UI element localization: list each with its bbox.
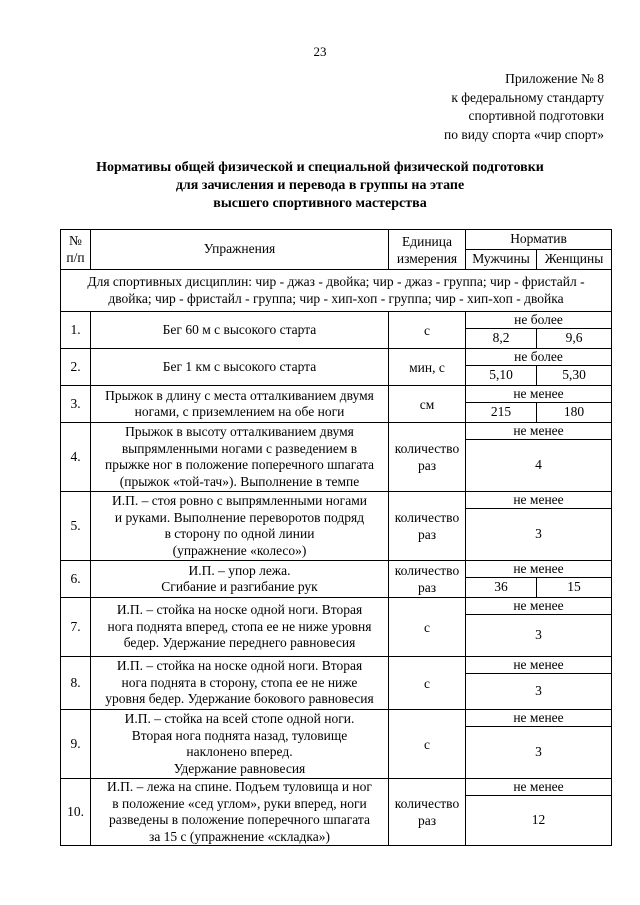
exercise-cell <box>91 779 389 846</box>
norm-label: не менее <box>466 492 612 509</box>
appendix-line: Приложение № 8 <box>505 71 604 86</box>
title-line: высшего спортивного мастерства <box>213 196 427 211</box>
disciplines-row <box>61 270 612 312</box>
exercise-line: И.П. – упор лежа. <box>188 562 291 578</box>
header-unit-line: Единица <box>401 233 452 249</box>
unit-cell <box>389 312 466 349</box>
exercise-line: (упражнение «колесо») <box>172 542 307 558</box>
appendix-header <box>444 70 604 144</box>
exercise-line: (прыжок «той-тач»). Выполнение в темпе <box>119 473 360 489</box>
exercise-line: разведены в положение поперечного шпагата <box>109 812 370 827</box>
header-women: Женщины <box>537 250 612 270</box>
standards-table <box>60 229 612 846</box>
title-line: для зачисления и перевода в группы на этапе <box>175 178 465 193</box>
unit-line: с <box>424 322 430 338</box>
unit-line: раз <box>417 527 437 542</box>
norm-value: 4 <box>466 440 612 492</box>
norm-value: 3 <box>466 727 612 779</box>
document-title <box>60 159 580 213</box>
row-number: 10. <box>61 779 91 846</box>
exercise-line: Прыжок в длину с места отталкиванием двумя <box>105 387 374 403</box>
men-value: 215 <box>466 403 537 423</box>
exercise-cell <box>91 312 389 349</box>
norm-label: не менее <box>466 423 612 440</box>
norm-label: не менее <box>466 598 612 615</box>
exercise-cell <box>91 349 389 386</box>
table-row <box>61 349 612 366</box>
exercise-line: наклонено вперед. <box>186 744 293 759</box>
header-num-line: п/п <box>66 249 85 265</box>
exercise-cell <box>91 386 389 423</box>
unit-line: раз <box>417 813 437 828</box>
exercise-line: И.П. – стойка на носке одной ноги. Вторая <box>116 658 363 674</box>
table-row <box>61 779 612 796</box>
exercise-line: Сгибание и разгибание рук <box>161 579 318 594</box>
exercise-line: уровня бедер. Удержание бокового равновесия <box>105 691 374 707</box>
exercise-line: в положение «сед углом», руки вперед, ноги <box>112 795 367 811</box>
exercise-cell <box>91 598 389 657</box>
exercise-line: выпрямленными ногами с разведением в <box>121 440 358 456</box>
table-row <box>61 710 612 727</box>
unit-line: количество <box>394 563 460 578</box>
appendix-line: по виду спорта «чир спорт» <box>444 126 604 142</box>
header-men: Мужчины <box>466 250 537 270</box>
exercise-cell <box>91 710 389 779</box>
row-number: 1. <box>61 312 91 349</box>
norm-label: не менее <box>466 657 612 674</box>
table-row <box>61 657 612 674</box>
exercise-line: И.П. – лежа на спине. Подъем туловища и ног <box>107 779 372 794</box>
exercise-cell <box>91 492 389 561</box>
unit-cell <box>389 710 466 779</box>
disciplines-line: двойка; чир - фристайл - группа; чир - хип-хоп - группа; чир - хип-хоп - двойка <box>108 290 564 306</box>
unit-line: см <box>419 396 435 412</box>
norm-value: 12 <box>466 796 612 846</box>
unit-line: количество <box>394 796 460 811</box>
appendix-line: к федеральному стандарту <box>451 89 604 105</box>
row-number: 2. <box>61 349 91 386</box>
exercise-line: нога поднята вперед, стопа ее не ниже уровня <box>107 618 372 634</box>
unit-line: количество <box>394 510 460 525</box>
women-value: 180 <box>537 403 612 423</box>
exercise-cell <box>91 657 389 710</box>
row-number: 7. <box>61 598 91 657</box>
exercise-line: И.П. – стойка на носке одной ноги. Вторая <box>116 602 363 618</box>
header-num-line: № <box>69 233 82 248</box>
row-number: 8. <box>61 657 91 710</box>
exercise-line: Бег 60 м с высокого старта <box>162 321 317 337</box>
exercise-line: нога поднята в сторону, стопа ее не ниже <box>121 674 358 690</box>
norm-label: не менее <box>466 779 612 796</box>
unit-line: с <box>424 619 430 635</box>
exercise-line: за 15 с (упражнение «складка») <box>148 828 330 844</box>
norm-label: не более <box>466 312 612 329</box>
unit-cell <box>389 386 466 423</box>
men-value: 8,2 <box>466 329 537 349</box>
appendix-line: спортивной подготовки <box>468 108 604 123</box>
unit-line: с <box>424 675 430 691</box>
women-value: 15 <box>537 578 612 598</box>
unit-cell <box>389 492 466 561</box>
header-norm: Норматив <box>466 230 612 250</box>
exercise-line: в сторону по одной линии <box>164 526 315 541</box>
exercise-line: прыжке ног в положение поперечного шпагата <box>104 457 375 472</box>
table-row <box>61 598 612 615</box>
exercise-line: И.П. – стойка на всей стопе одной ноги. <box>124 711 355 726</box>
disciplines-line: Для спортивных дисциплин: чир - джаз - двойка; чир - джаз - группа; чир - фристайл - <box>87 274 585 289</box>
unit-cell <box>389 423 466 492</box>
women-value: 9,6 <box>537 329 612 349</box>
exercise-line: Вторая нога поднята назад, туловище <box>131 727 348 743</box>
exercise-line: и руками. Выполнение переворотов подряд <box>114 509 365 525</box>
women-value: 5,30 <box>537 366 612 386</box>
exercise-line: бедер. Удержание переднего равновесия <box>123 635 356 651</box>
header-unit-line: измерения <box>396 250 458 266</box>
table-row <box>61 423 612 440</box>
men-value: 36 <box>466 578 537 598</box>
title-line: Нормативы общей физической и специальной физической подготовки <box>96 160 544 175</box>
exercise-cell <box>91 561 389 598</box>
unit-cell <box>389 349 466 386</box>
header-unit <box>389 230 466 270</box>
table-row <box>61 561 612 578</box>
norm-label: не менее <box>466 386 612 403</box>
row-number: 4. <box>61 423 91 492</box>
unit-cell <box>389 779 466 846</box>
row-number: 3. <box>61 386 91 423</box>
norm-label: не более <box>466 349 612 366</box>
row-number: 5. <box>61 492 91 561</box>
exercise-line: ногами, с приземлением на обе ноги <box>134 404 345 419</box>
norm-value: 3 <box>466 615 612 657</box>
unit-cell <box>389 657 466 710</box>
exercise-line: Бег 1 км с высокого старта <box>162 358 317 374</box>
exercise-cell <box>91 423 389 492</box>
unit-cell <box>389 561 466 598</box>
unit-cell <box>389 598 466 657</box>
unit-line: количество <box>394 441 460 456</box>
norm-value: 3 <box>466 674 612 710</box>
norm-value: 3 <box>466 509 612 561</box>
page-number: 23 <box>313 44 327 59</box>
row-number: 6. <box>61 561 91 598</box>
exercise-line: Удержание равновесия <box>173 760 306 776</box>
norm-label: не менее <box>466 710 612 727</box>
men-value: 5,10 <box>466 366 537 386</box>
norm-label: не менее <box>466 561 612 578</box>
exercise-line: Прыжок в высоту отталкиванием двумя <box>125 424 354 439</box>
unit-line: мин, с <box>409 359 445 375</box>
table-row <box>61 386 612 403</box>
row-number: 9. <box>61 710 91 779</box>
unit-line: раз <box>417 458 437 473</box>
unit-line: раз <box>417 580 437 595</box>
header-num <box>61 230 91 270</box>
exercise-line: И.П. – стоя ровно с выпрямленными ногами <box>112 493 367 508</box>
unit-line: с <box>424 736 430 752</box>
table-row <box>61 312 612 329</box>
header-exercise: Упражнения <box>91 230 389 270</box>
table-row <box>61 492 612 509</box>
